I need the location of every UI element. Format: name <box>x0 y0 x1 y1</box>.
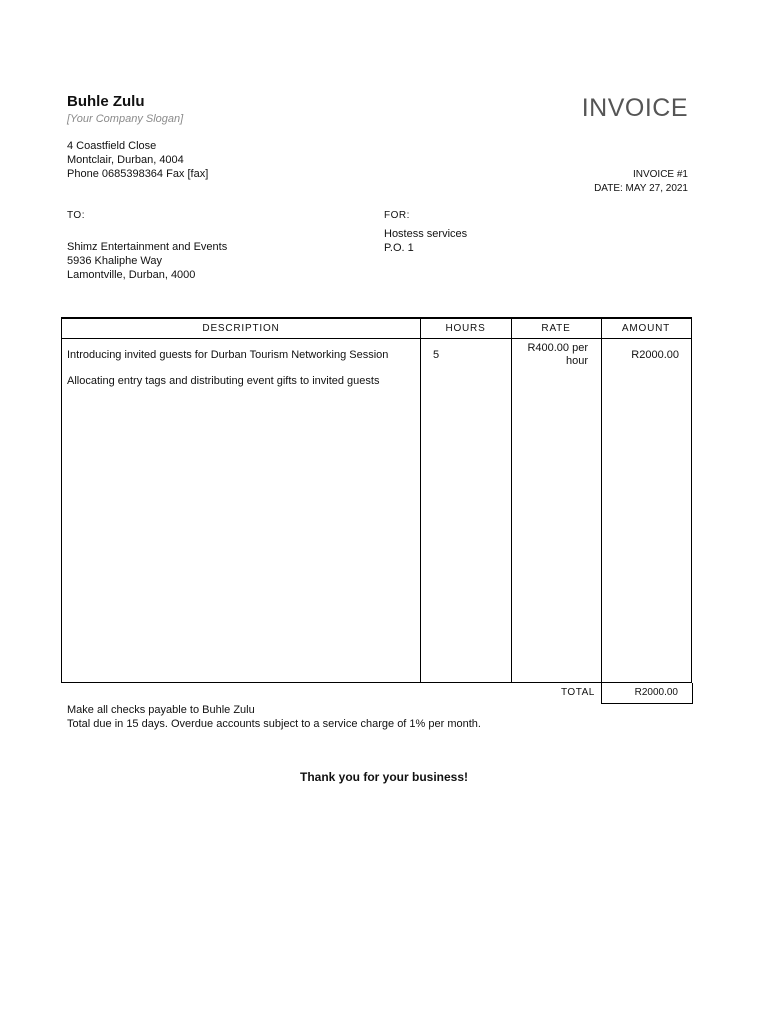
invoice-number: INVOICE #1 <box>632 169 688 180</box>
row1-hours: 5 <box>433 349 440 361</box>
for-label: FOR: <box>384 210 410 221</box>
header-description: DESCRIPTION <box>202 323 280 334</box>
company-address-line1: 4 Coastfield Close <box>67 140 157 152</box>
company-name: Buhle Zulu <box>67 93 145 110</box>
row1-rate-line2: hour <box>565 355 588 367</box>
invoice-date: DATE: MAY 27, 2021 <box>594 183 688 194</box>
total-value: R2000.00 <box>601 683 693 704</box>
company-slogan: [Your Company Slogan] <box>67 113 184 125</box>
for-line2: P.O. 1 <box>384 242 414 254</box>
company-address-line2: Montclair, Durban, 4004 <box>67 154 184 166</box>
total-label: TOTAL <box>561 687 595 698</box>
to-street: 5936 Khaliphe Way <box>67 255 162 267</box>
row1-description: Introducing invited guests for Durban Tourism Networking Session <box>67 349 389 361</box>
row1-rate-line1: R400.00 per <box>527 342 588 354</box>
company-phone-fax: Phone 0685398364 Fax [fax] <box>67 168 209 180</box>
column-divider-rate <box>511 319 512 682</box>
table-header-divider <box>62 338 691 339</box>
payable-note: Make all checks payable to Buhle Zulu <box>67 704 255 716</box>
header-rate: RATE <box>541 323 571 334</box>
row2-description: Allocating entry tags and distributing event gifts to invited guests <box>67 375 380 387</box>
header-hours: HOURS <box>445 323 486 334</box>
to-city: Lamontville, Durban, 4000 <box>67 269 196 281</box>
header-amount: AMOUNT <box>621 323 671 334</box>
to-name: Shimz Entertainment and Events <box>67 241 228 253</box>
column-divider-amount <box>601 319 602 682</box>
invoice-title: INVOICE <box>581 94 688 122</box>
column-divider-hours <box>420 319 421 682</box>
items-table <box>61 317 692 683</box>
row1-amount: R2000.00 <box>631 349 679 361</box>
thank-you-message: Thank you for your business! <box>299 770 469 784</box>
to-label: TO: <box>67 210 85 221</box>
payment-terms: Total due in 15 days. Overdue accounts subject to a service charge of 1% per month. <box>67 718 481 730</box>
for-line1: Hostess services <box>384 228 468 240</box>
